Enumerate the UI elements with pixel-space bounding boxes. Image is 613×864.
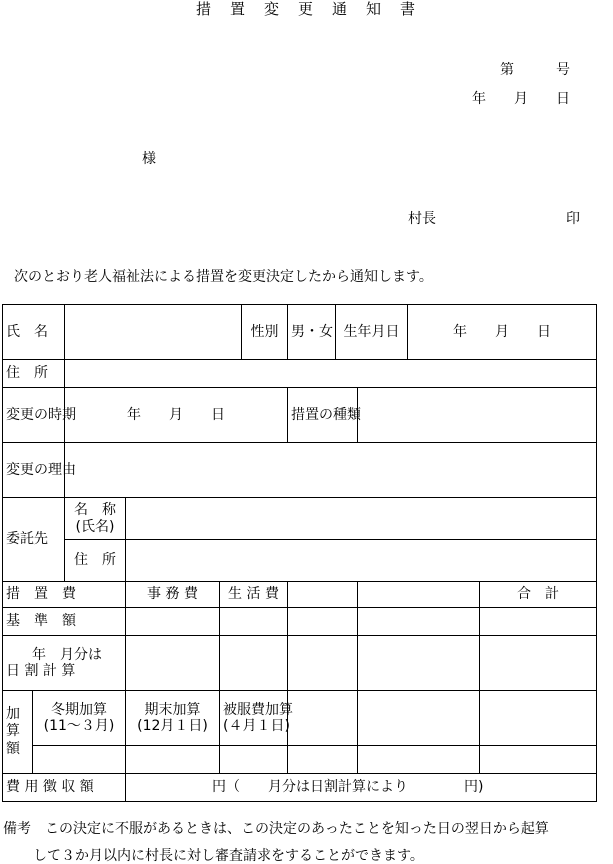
gender-label: 性別 (242, 305, 288, 360)
standard-office-field[interactable] (126, 608, 220, 636)
addition-value-row (3, 746, 597, 774)
address-label: 住 所 (3, 360, 65, 388)
measure-type-field[interactable] (358, 388, 597, 443)
issue-date: 年 月 日 (472, 91, 570, 107)
consignee-label: 委託先 (3, 498, 65, 582)
consignee-name-label (65, 498, 126, 540)
standard-living-field[interactable] (220, 608, 288, 636)
change-reason-row (3, 443, 597, 498)
addition-blank-2 (358, 691, 480, 746)
address-field[interactable] (65, 360, 597, 388)
cost-blank-2 (358, 582, 480, 608)
term-end-addition-label (126, 691, 220, 746)
gender-field[interactable]: 男・女 (288, 305, 336, 360)
measure-type-label: 措置の種類 (288, 388, 358, 443)
addition-value-blank-1[interactable] (288, 746, 358, 774)
change-reason-field[interactable] (65, 443, 597, 498)
clothing-addition-label (220, 691, 293, 746)
change-time-field[interactable]: 年 月 日 (65, 388, 288, 443)
consignee-address-row (3, 540, 597, 582)
notification-form (2, 304, 597, 802)
consignee-address-field[interactable] (126, 540, 597, 582)
remarks-line2: して３か月以内に村長に対し審査請求をすることができます。 (33, 848, 424, 864)
remarks-line1: 備考 この決定に不服があるときは、この決定のあったことを知った日の翌日から起算 (3, 821, 549, 837)
birthdate-label: 生年月日 (336, 305, 408, 360)
daily-living-field[interactable] (220, 636, 288, 691)
clothing-addition-line1: 被服費加算 (223, 701, 293, 718)
consignee-name-label-line2: (氏名) (75, 518, 115, 535)
winter-addition-field[interactable] (33, 746, 126, 774)
daily-calc-row (3, 636, 597, 691)
change-time-label: 変更の時期 (3, 388, 65, 443)
consignee-name-row (3, 498, 597, 540)
collection-field[interactable]: 円（ 月分は日割計算により 円) (126, 774, 597, 802)
measure-cost-label: 措 置 費 (3, 582, 126, 608)
daily-calc-label-line2: 日 割 計 算 (6, 663, 76, 679)
addition-header-row (3, 691, 597, 746)
addition-label-text: 加算額 (6, 705, 20, 757)
document-title: 措 置 変 更 通 知 書 (195, 0, 417, 18)
clothing-addition-line2: (４月１日) (223, 718, 290, 734)
name-field[interactable] (65, 305, 242, 360)
change-reason-label: 変更の理由 (3, 443, 65, 498)
name-label: 氏 名 (3, 305, 65, 360)
cost-blank-1 (288, 582, 358, 608)
daily-blank-2[interactable] (358, 636, 480, 691)
standard-total-field[interactable] (480, 608, 597, 636)
standard-blank-1[interactable] (288, 608, 358, 636)
consignee-address-label: 住 所 (65, 540, 126, 582)
winter-addition-line2: (11～３月) (43, 718, 115, 734)
recipient-suffix: 様 (142, 151, 156, 167)
addition-value-blank-2[interactable] (358, 746, 480, 774)
consignee-name-label-line1: 名 称 (74, 502, 116, 519)
address-row (3, 360, 597, 388)
addition-blank-1 (288, 691, 358, 746)
consignee-name-field[interactable] (126, 498, 597, 540)
cost-header-row (3, 582, 597, 608)
winter-addition-line1: 冬期加算 (51, 701, 107, 718)
office-cost-label: 事 務 費 (126, 582, 220, 608)
standard-amount-row (3, 608, 597, 636)
term-end-addition-line2: (12月１日) (137, 718, 208, 734)
addition-value-blank-3[interactable] (480, 746, 597, 774)
addition-label (3, 691, 33, 774)
living-cost-label: 生 活 費 (220, 582, 288, 608)
collection-label: 費 用 徴 収 額 (3, 774, 126, 802)
birthdate-field[interactable]: 年 月 日 (408, 305, 597, 360)
seal-label: 印 (566, 211, 580, 227)
daily-total-field[interactable] (480, 636, 597, 691)
term-end-addition-line1: 期末加算 (144, 701, 201, 718)
standard-blank-2[interactable] (358, 608, 480, 636)
daily-office-field[interactable] (126, 636, 220, 691)
sender-label: 村長 (408, 211, 436, 227)
intro-text: 次のとおり老人福祉法による措置を変更決定したから通知します。 (14, 269, 433, 285)
total-label: 合 計 (480, 582, 597, 608)
document-number: 第 号 (500, 62, 570, 78)
name-row (3, 305, 597, 360)
daily-calc-label-line1: 年 月分は (32, 646, 102, 663)
collection-row (3, 774, 597, 802)
standard-amount-label: 基 準 額 (3, 608, 126, 636)
addition-blank-3 (480, 691, 597, 746)
daily-calc-label (3, 636, 126, 691)
term-end-addition-field[interactable] (126, 746, 220, 774)
winter-addition-label (33, 691, 126, 746)
change-time-row (3, 388, 597, 443)
clothing-addition-field[interactable] (220, 746, 288, 774)
daily-blank-1[interactable] (288, 636, 358, 691)
